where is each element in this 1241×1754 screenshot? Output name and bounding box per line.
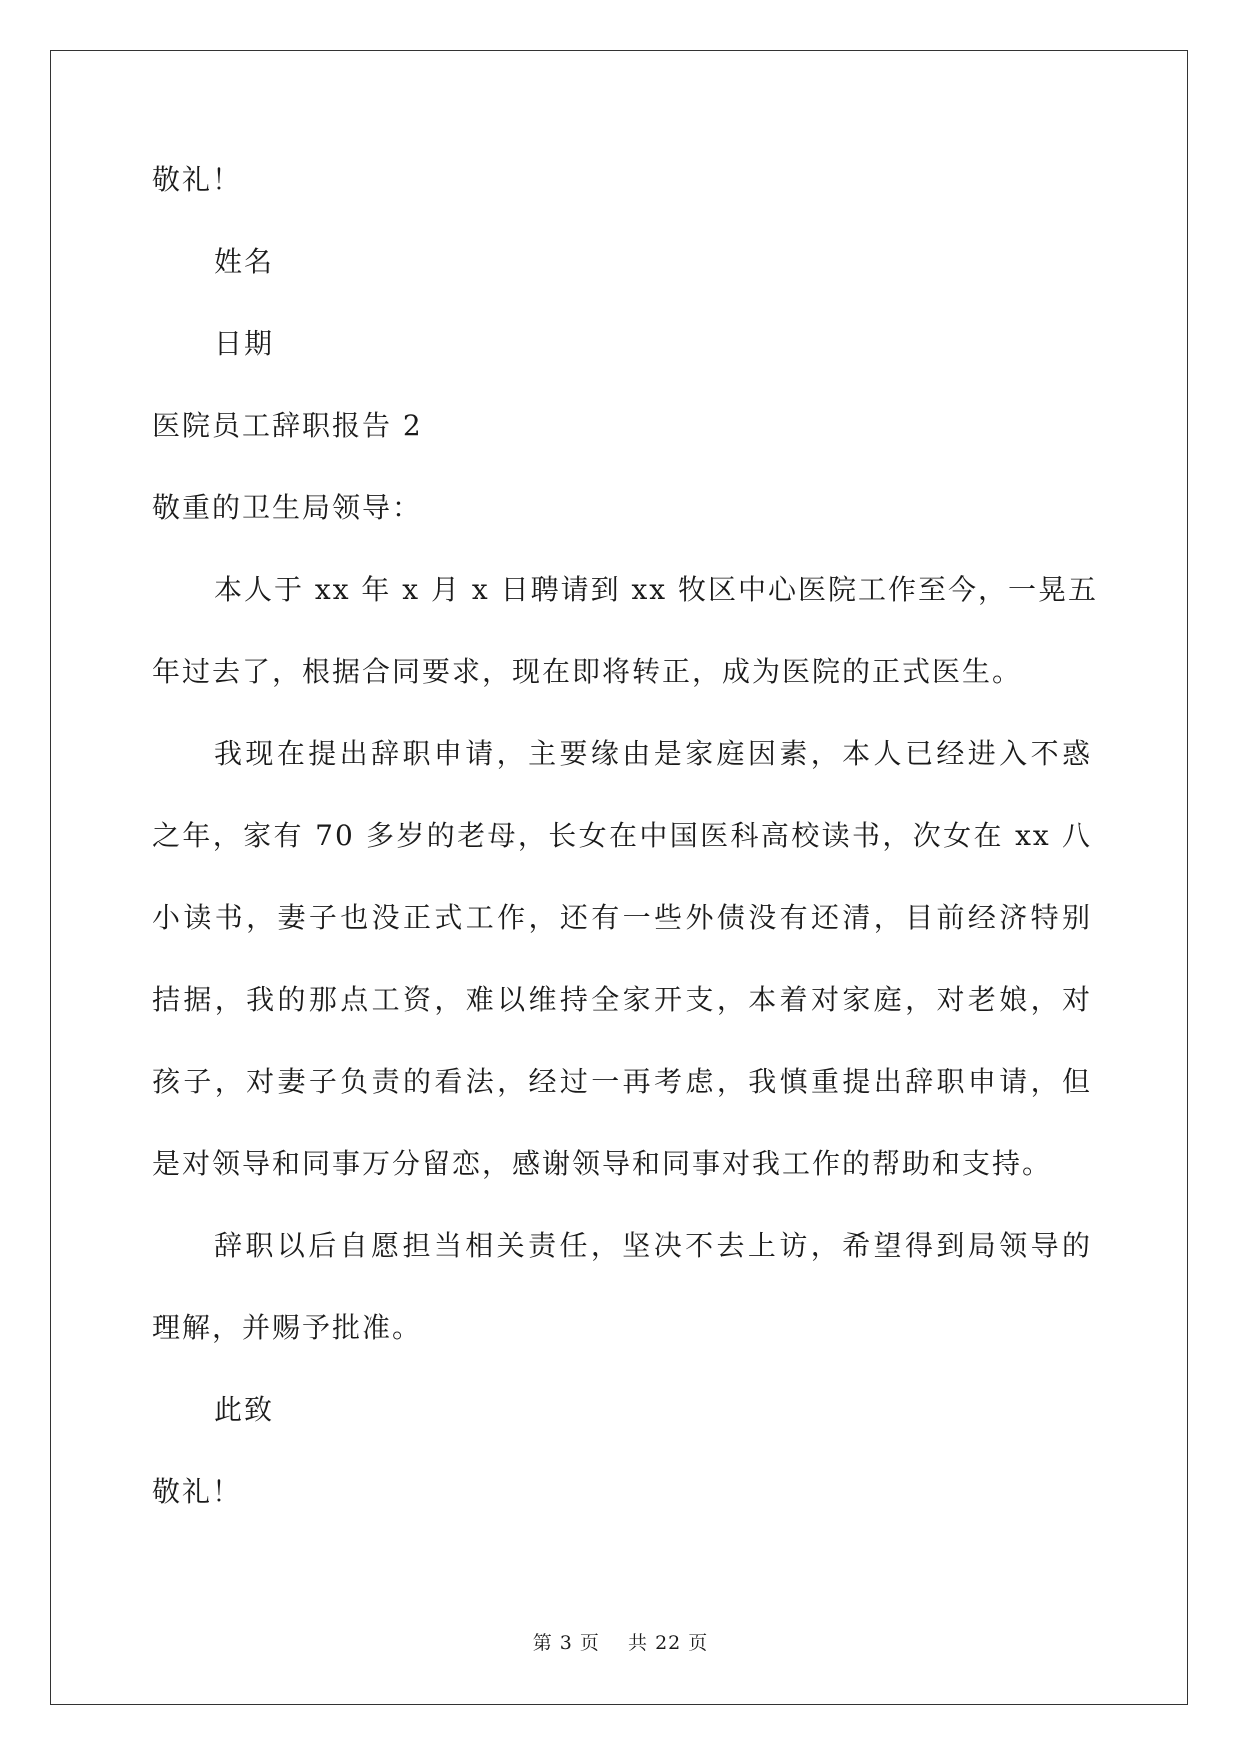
closing-salutation: 敬礼！ bbox=[152, 163, 243, 196]
paragraph-line: 年过去了，根据合同要求，现在即将转正，成为医院的正式医生。 bbox=[152, 655, 1023, 688]
closing-phrase: 此致 bbox=[214, 1393, 275, 1426]
paragraph-line: 拮据，我的那点工资，难以维持全家开支，本着对家庭，对老娘，对 bbox=[152, 983, 1092, 1016]
signature-name: 姓名 bbox=[214, 245, 275, 278]
paragraph-line: 孩子，对妻子负责的看法，经过一再考虑，我慎重提出辞职申请，但 bbox=[152, 1065, 1092, 1098]
signature-date: 日期 bbox=[214, 327, 275, 360]
paragraph-line: 理解，并赐予批准。 bbox=[152, 1311, 423, 1344]
paragraph-line: 辞职以后自愿担当相关责任，坚决不去上访，希望得到局领导的 bbox=[214, 1229, 1092, 1262]
section-title: 医院员工辞职报告 2 bbox=[152, 409, 423, 442]
page-number: 第 3 页 共 22 页 bbox=[532, 1632, 709, 1654]
paragraph-line: 小读书，妻子也没正式工作，还有一些外债没有还清，目前经济特别 bbox=[152, 901, 1092, 934]
letter-greeting: 敬重的卫生局领导： bbox=[152, 491, 423, 524]
closing-salutation: 敬礼！ bbox=[152, 1475, 243, 1508]
document-body bbox=[152, 162, 1098, 1556]
paragraph-line: 之年，家有 70 多岁的老母，长女在中国医科高校读书，次女在 xx 八 bbox=[152, 819, 1092, 852]
paragraph-line: 是对领导和同事万分留恋，感谢领导和同事对我工作的帮助和支持。 bbox=[152, 1147, 1053, 1180]
paragraph-line: 本人于 xx 年 x 月 x 日聘请到 xx 牧区中心医院工作至今，一晃五 bbox=[214, 573, 1098, 606]
paragraph-line: 我现在提出辞职申请，主要缘由是家庭因素，本人已经进入不惑 bbox=[214, 737, 1092, 770]
